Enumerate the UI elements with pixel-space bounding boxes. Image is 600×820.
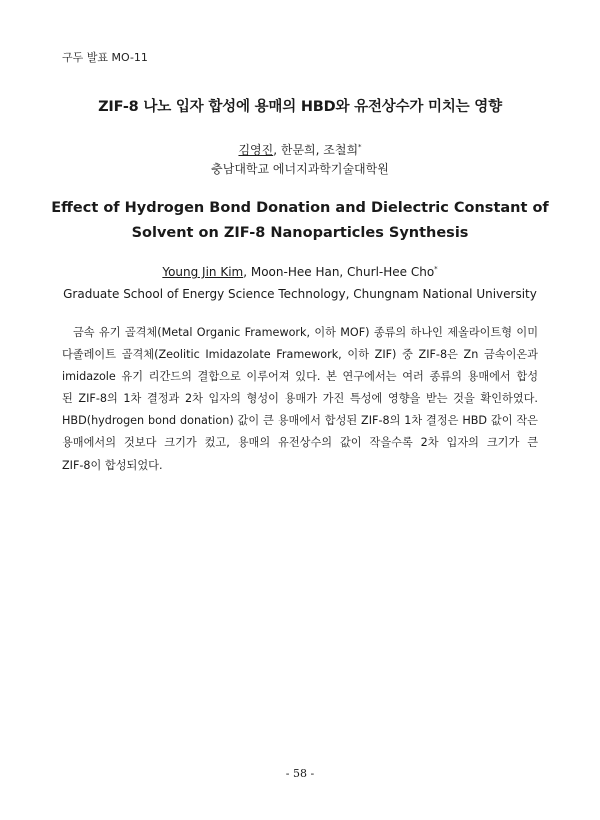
english-title	[0, 196, 600, 246]
korean-presenter: 김영진	[238, 143, 274, 157]
english-title-line-2: Solvent on ZIF-8 Nanoparticles Synthesis	[131, 225, 469, 241]
abstract-line: 된 ZIF-8의 1차 결정과 2차 입자의 형성이 용매가 가진 특성에 영향을 받는 것을 확인하였다.	[62, 392, 538, 406]
abstract-line: 용매에서의 것보다 크기가 컸고, 용매의 유전상수의 값이 작을수록 2차 입자의 크기가 큰	[62, 436, 538, 450]
english-affiliation: Graduate School of Energy Science Technology, Chungnam National University	[63, 287, 537, 301]
english-presenter: Young Jin Kim	[162, 265, 244, 279]
english-corresponding-mark: *	[434, 265, 438, 273]
korean-corresponding-mark: *	[358, 143, 362, 151]
abstract-body	[62, 322, 538, 477]
korean-coauthors: , 한문희, 조철희	[273, 143, 359, 157]
abstract-line: ZIF-8이 합성되었다.	[62, 458, 163, 472]
abstract-line: HBD(hydrogen bond donation) 값이 큰 용매에서 합성된 ZIF-8의 1차 결정은 HBD 값이 작은	[62, 414, 538, 428]
english-title-line-1: Effect of Hydrogen Bond Donation and Dielectric Constant of	[51, 200, 549, 216]
korean-authors	[0, 141, 600, 158]
page-number: - 58 -	[285, 767, 315, 780]
english-coauthors: , Moon-Hee Han, Churl-Hee Cho	[243, 265, 435, 279]
abstract-line: imidazole 유기 리간드의 결합으로 이루어져 있다. 본 연구에서는 여러 종류의 용매에서 합성	[62, 370, 538, 384]
korean-title: ZIF-8 나노 입자 합성에 용매의 HBD와 유전상수가 미치는 영향	[98, 99, 502, 115]
korean-affiliation: 충남대학교 에너지과학기술대학원	[211, 162, 389, 176]
abstract-line: 다졸레이트 골격체(Zeolitic Imidazolate Framework, 이하 ZIF) 중 ZIF-8은 Zn 금속이온과	[62, 348, 538, 362]
abstract-line: 금속 유기 골격체(Metal Organic Framework, 이하 MOF) 종류의 하나인 제올라이트형 이미	[73, 326, 538, 339]
session-label: 구두 발표 MO-11	[62, 51, 148, 64]
english-authors	[0, 265, 600, 279]
